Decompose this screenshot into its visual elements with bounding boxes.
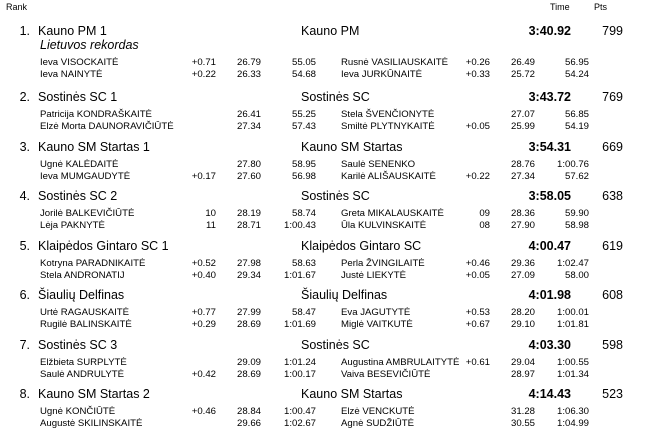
team-time: 4:14.43 (528, 387, 571, 401)
swimmer-1-split-100: 55.05 (291, 57, 316, 68)
swimmer-3-name: Eva JAGUTYTĖ (341, 307, 411, 318)
swimmer-2-name: Augustė SKILINSKAITĖ (40, 418, 143, 429)
swimmer-row-left-1 (0, 406, 662, 418)
swimmer-2-split-50: 26.33 (236, 69, 261, 80)
team-rank: 4. (19, 189, 30, 203)
results-list (0, 16, 662, 429)
swimmer-1-split-50: 27.98 (236, 257, 261, 269)
rank-column-header: Rank (6, 2, 28, 12)
swimmer-4-reaction: +0.22 (465, 170, 490, 182)
team-rank: 5. (19, 238, 30, 253)
swimmer-4-split-100: 1:04.99 (556, 418, 589, 429)
swimmer-2-name: Rugilė BALINSKAITĖ (40, 319, 132, 330)
swimmer-3-split-100: 1:00.01 (556, 307, 589, 318)
team-result-block (0, 181, 662, 231)
swimmer-3-split-50: 27.07 (510, 109, 535, 120)
swimmer-4-reaction: +0.05 (465, 121, 490, 132)
swimmer-1-name: Ugnė KALĖDAITĖ (40, 158, 119, 170)
swimmer-4-name: Ūla KULVINSKAITĖ (341, 220, 427, 231)
swimmer-4-reaction: +0.67 (465, 319, 490, 330)
swimmer-1-split-100: 1:00.47 (283, 406, 316, 417)
swimmer-4-name: Smiltė PLYTNYKAITĖ (341, 121, 435, 132)
team-time: 4:01.98 (528, 288, 571, 302)
swimmer-4-split-50: 30.55 (510, 418, 535, 429)
swimmer-1-name: Ugnė KONČIŪTĖ (40, 406, 116, 417)
swimmer-row-left-1 (0, 307, 662, 319)
team-rank: 3. (19, 139, 30, 154)
points-column-header: Pts (594, 2, 608, 12)
swimmer-3-name: Augustina AMBRULAITYTĖ (341, 356, 460, 368)
swimmer-4-reaction: 08 (479, 220, 490, 231)
swimmer-3-reaction: +0.26 (465, 57, 490, 68)
swimmer-4-name: Ieva JURKŪNAITĖ (341, 69, 423, 80)
swimmer-2-reaction: +0.22 (191, 69, 216, 80)
swimmer-row-left-1 (0, 57, 662, 69)
swimmer-2-split-100: 56.98 (291, 170, 316, 182)
swimmer-2-reaction: +0.29 (191, 319, 216, 330)
swimmer-row-left-1 (0, 208, 662, 220)
team-points: 523 (602, 387, 623, 401)
swimmer-2-split-50: 29.66 (236, 418, 261, 429)
swimmer-1-reaction: +0.71 (191, 57, 216, 68)
swimmer-2-split-50: 27.60 (236, 170, 261, 182)
swimmer-3-split-100: 1:00.55 (556, 356, 589, 368)
swimmer-1-name: Elžbieta SURPLYTĖ (40, 356, 127, 368)
swimmer-2-split-100: 1:01.69 (283, 319, 316, 330)
swimmer-3-split-50: 29.36 (510, 257, 535, 269)
swimmer-4-reaction: +0.33 (465, 69, 490, 80)
team-points: 669 (602, 139, 623, 154)
team-line (0, 24, 662, 38)
swimmer-4-split-50: 25.72 (510, 69, 535, 80)
swimmer-3-split-100: 1:02.47 (556, 257, 589, 269)
team-name: Klaipėdos Gintaro SC 1 (38, 238, 169, 253)
team-result-block (0, 132, 662, 182)
record-note: Lietuvos rekordas (40, 38, 139, 52)
swimmer-2-split-50: 28.69 (236, 319, 261, 330)
swimmer-3-reaction: +0.46 (465, 257, 490, 269)
swimmer-1-reaction: +0.52 (191, 257, 216, 269)
team-rank: 1. (19, 24, 30, 38)
swimmer-row-left-1 (0, 109, 662, 121)
team-result-block (0, 82, 662, 132)
swimmer-row-left-1 (0, 258, 662, 270)
team-name: Sostinės SC 1 (38, 90, 118, 104)
swimmer-3-name: Rusnė VASILIAUSKAITĖ (341, 57, 448, 68)
swimmer-1-split-50: 27.99 (236, 307, 261, 318)
team-result-block (0, 16, 662, 82)
swimmer-1-split-100: 55.25 (291, 109, 316, 120)
team-time: 3:43.72 (528, 90, 571, 104)
swimmer-1-reaction: +0.77 (191, 307, 216, 318)
team-name: Šiaulių Delfinas (38, 288, 125, 302)
swimmer-1-split-50: 27.80 (236, 158, 261, 170)
swimmer-3-split-50: 28.36 (510, 208, 535, 219)
swimmer-1-split-50: 26.79 (236, 57, 261, 68)
swimmer-2-reaction: +0.42 (191, 368, 216, 380)
team-points: 799 (602, 24, 623, 38)
swimmer-2-split-50: 27.34 (236, 121, 261, 132)
team-time: 3:54.31 (528, 139, 571, 154)
swimmer-4-split-100: 54.24 (564, 69, 589, 80)
swimmer-4-split-50: 27.90 (510, 220, 535, 231)
swimmer-1-split-100: 58.95 (291, 158, 316, 170)
team-points: 598 (602, 337, 623, 352)
club-name: Sostinės SC (301, 189, 370, 203)
swimmer-2-reaction: +0.40 (191, 269, 216, 281)
swimmer-4-split-100: 1:01.81 (556, 319, 589, 330)
swimmer-1-split-100: 1:01.24 (283, 356, 316, 368)
team-name: Sostinės SC 3 (38, 337, 118, 352)
swimmer-4-split-100: 58.98 (564, 220, 589, 231)
swimmer-1-split-100: 58.74 (291, 208, 316, 219)
swimmer-3-split-50: 31.28 (510, 406, 535, 417)
swimmer-4-split-50: 29.10 (510, 319, 535, 330)
team-line (0, 338, 662, 352)
swimmer-4-split-50: 25.99 (510, 121, 535, 132)
team-time: 3:40.92 (528, 24, 571, 38)
swimmer-1-split-100: 58.63 (291, 257, 316, 269)
swimmer-4-name: Karilė ALIŠAUSKAITĖ (341, 170, 436, 182)
swimmer-4-name: Agnė SUDŽIŪTĖ (341, 418, 415, 429)
swimmer-3-name: Greta MIKALAUSKAITĖ (341, 208, 444, 219)
swimmer-3-split-100: 59.90 (564, 208, 589, 219)
swimmer-2-name: Stela ANDRONATIJ (40, 269, 125, 281)
swimmer-1-split-50: 28.84 (236, 406, 261, 417)
team-time: 3:58.05 (528, 189, 571, 203)
swimmer-2-split-100: 1:00.43 (283, 220, 316, 231)
swimmer-4-split-50: 27.09 (510, 269, 535, 281)
team-line (0, 288, 662, 302)
club-name: Kauno PM (301, 24, 360, 38)
swimmer-4-split-50: 27.34 (510, 170, 535, 182)
swimmer-2-split-100: 1:01.67 (283, 269, 316, 281)
swimmer-3-reaction: 09 (479, 208, 490, 219)
club-name: Sostinės SC (301, 337, 370, 352)
club-name: Kauno SM Startas (301, 139, 403, 154)
team-line (0, 189, 662, 203)
swimmer-2-split-100: 57.43 (291, 121, 316, 132)
team-result-block (0, 280, 662, 330)
team-rank: 7. (19, 337, 30, 352)
swimmer-3-split-100: 56.85 (564, 109, 589, 120)
team-name: Kauno SM Startas 1 (38, 139, 150, 154)
team-points: 769 (602, 90, 623, 104)
team-rank: 2. (19, 90, 30, 104)
swimmer-1-reaction: 10 (205, 208, 216, 219)
swimmer-3-name: Elzė VENCKUTĖ (341, 406, 415, 417)
swimmer-1-name: Patricija KONDRAŠKAITĖ (40, 109, 152, 120)
swimmer-1-name: Jorilė BALKEVIČIŪTĖ (40, 208, 135, 219)
swimmer-row-2 (0, 418, 662, 430)
team-rank: 6. (19, 288, 30, 302)
team-name: Kauno PM 1 (38, 24, 107, 38)
swimmer-4-name: Miglė VAITKUTĖ (341, 319, 413, 330)
swimmer-2-name: Saulė ANDRULYTĖ (40, 368, 125, 380)
team-time: 4:03.30 (528, 337, 571, 352)
team-time: 4:00.47 (528, 238, 571, 253)
swimmer-3-split-50: 28.76 (510, 158, 535, 170)
swimmer-3-split-50: 26.49 (510, 57, 535, 68)
swimmer-1-name: Urtė RAGAUSKAITĖ (40, 307, 130, 318)
swimmer-4-split-100: 54.19 (564, 121, 589, 132)
team-rank: 8. (19, 387, 30, 401)
swimmer-3-reaction: +0.53 (465, 307, 490, 318)
swimmer-4-name: Vaiva BESEVIČIŪTĖ (341, 368, 431, 380)
swimmer-1-split-50: 29.09 (236, 356, 261, 368)
team-result-block (0, 379, 662, 429)
team-points: 619 (602, 238, 623, 253)
club-name: Šiaulių Delfinas (301, 288, 388, 302)
swimmer-4-reaction: +0.05 (465, 269, 490, 281)
swimmer-3-split-100: 1:00.76 (556, 158, 589, 170)
swimmer-2-split-50: 29.34 (236, 269, 261, 281)
team-line (0, 387, 662, 401)
team-line (0, 140, 662, 154)
swimmer-4-split-100: 1:01.34 (556, 368, 589, 380)
swimmer-1-name: Kotryna PARADNIKAITĖ (40, 257, 146, 269)
swimmer-row-2 (0, 69, 662, 81)
team-result-block (0, 231, 662, 281)
swimmer-row-left-1 (0, 357, 662, 369)
swimmer-row-left-1 (0, 159, 662, 171)
swimmer-4-split-100: 58.00 (564, 269, 589, 281)
team-points: 638 (602, 189, 623, 203)
swimmer-2-split-50: 28.71 (236, 220, 261, 231)
swimmer-2-name: Ieva NAINYTĖ (40, 69, 103, 80)
swimmer-1-split-100: 58.47 (291, 307, 316, 318)
swimmer-1-name: Ieva VISOCKAITĖ (40, 57, 119, 68)
swimmer-3-split-100: 1:06.30 (556, 406, 589, 417)
team-line (0, 239, 662, 253)
swimmer-2-name: Elzė Morta DAUNORAVIČIŪTĖ (40, 121, 174, 132)
swimmer-3-split-50: 28.20 (510, 307, 535, 318)
swimmer-4-name: Justė LIEKYTĖ (341, 269, 407, 281)
team-points: 608 (602, 288, 623, 302)
swimmer-1-split-50: 28.19 (236, 208, 261, 219)
swimmer-3-name: Saulė SENENKO (341, 158, 416, 170)
swimmer-3-split-100: 56.95 (564, 57, 589, 68)
swimmer-2-reaction: +0.17 (191, 170, 216, 182)
swimmer-3-name: Stela ŠVENČIONYTĖ (341, 109, 435, 120)
swimmer-2-split-100: 1:02.67 (283, 418, 316, 429)
club-name: Kauno SM Startas (301, 387, 403, 401)
swimmer-2-name: Lėja PAKNYTĖ (40, 220, 105, 231)
club-name: Sostinės SC (301, 90, 370, 104)
swimmer-2-split-50: 28.69 (236, 368, 261, 380)
team-line (0, 90, 662, 104)
team-result-block (0, 330, 662, 380)
swimmer-3-reaction: +0.61 (465, 356, 490, 368)
club-name: Klaipėdos Gintaro SC (301, 238, 422, 253)
swimmer-3-split-50: 29.04 (510, 356, 535, 368)
time-column-header: Time (550, 2, 570, 12)
swimmer-4-split-100: 57.62 (564, 170, 589, 182)
swimmer-2-name: Ieva MUMGAUDYTĖ (40, 170, 131, 182)
swimmer-2-split-100: 1:00.17 (283, 368, 316, 380)
swimmer-3-name: Perla ŽVINGILAITĖ (341, 257, 425, 269)
team-name: Sostinės SC 2 (38, 189, 118, 203)
swimmer-4-split-50: 28.97 (510, 368, 535, 380)
swimmer-1-reaction: +0.46 (191, 406, 216, 417)
swimmer-2-reaction: 11 (206, 220, 216, 231)
team-name: Kauno SM Startas 2 (38, 387, 150, 401)
swimmer-2-split-100: 54.68 (291, 69, 316, 80)
swimmer-1-split-50: 26.41 (236, 109, 261, 120)
